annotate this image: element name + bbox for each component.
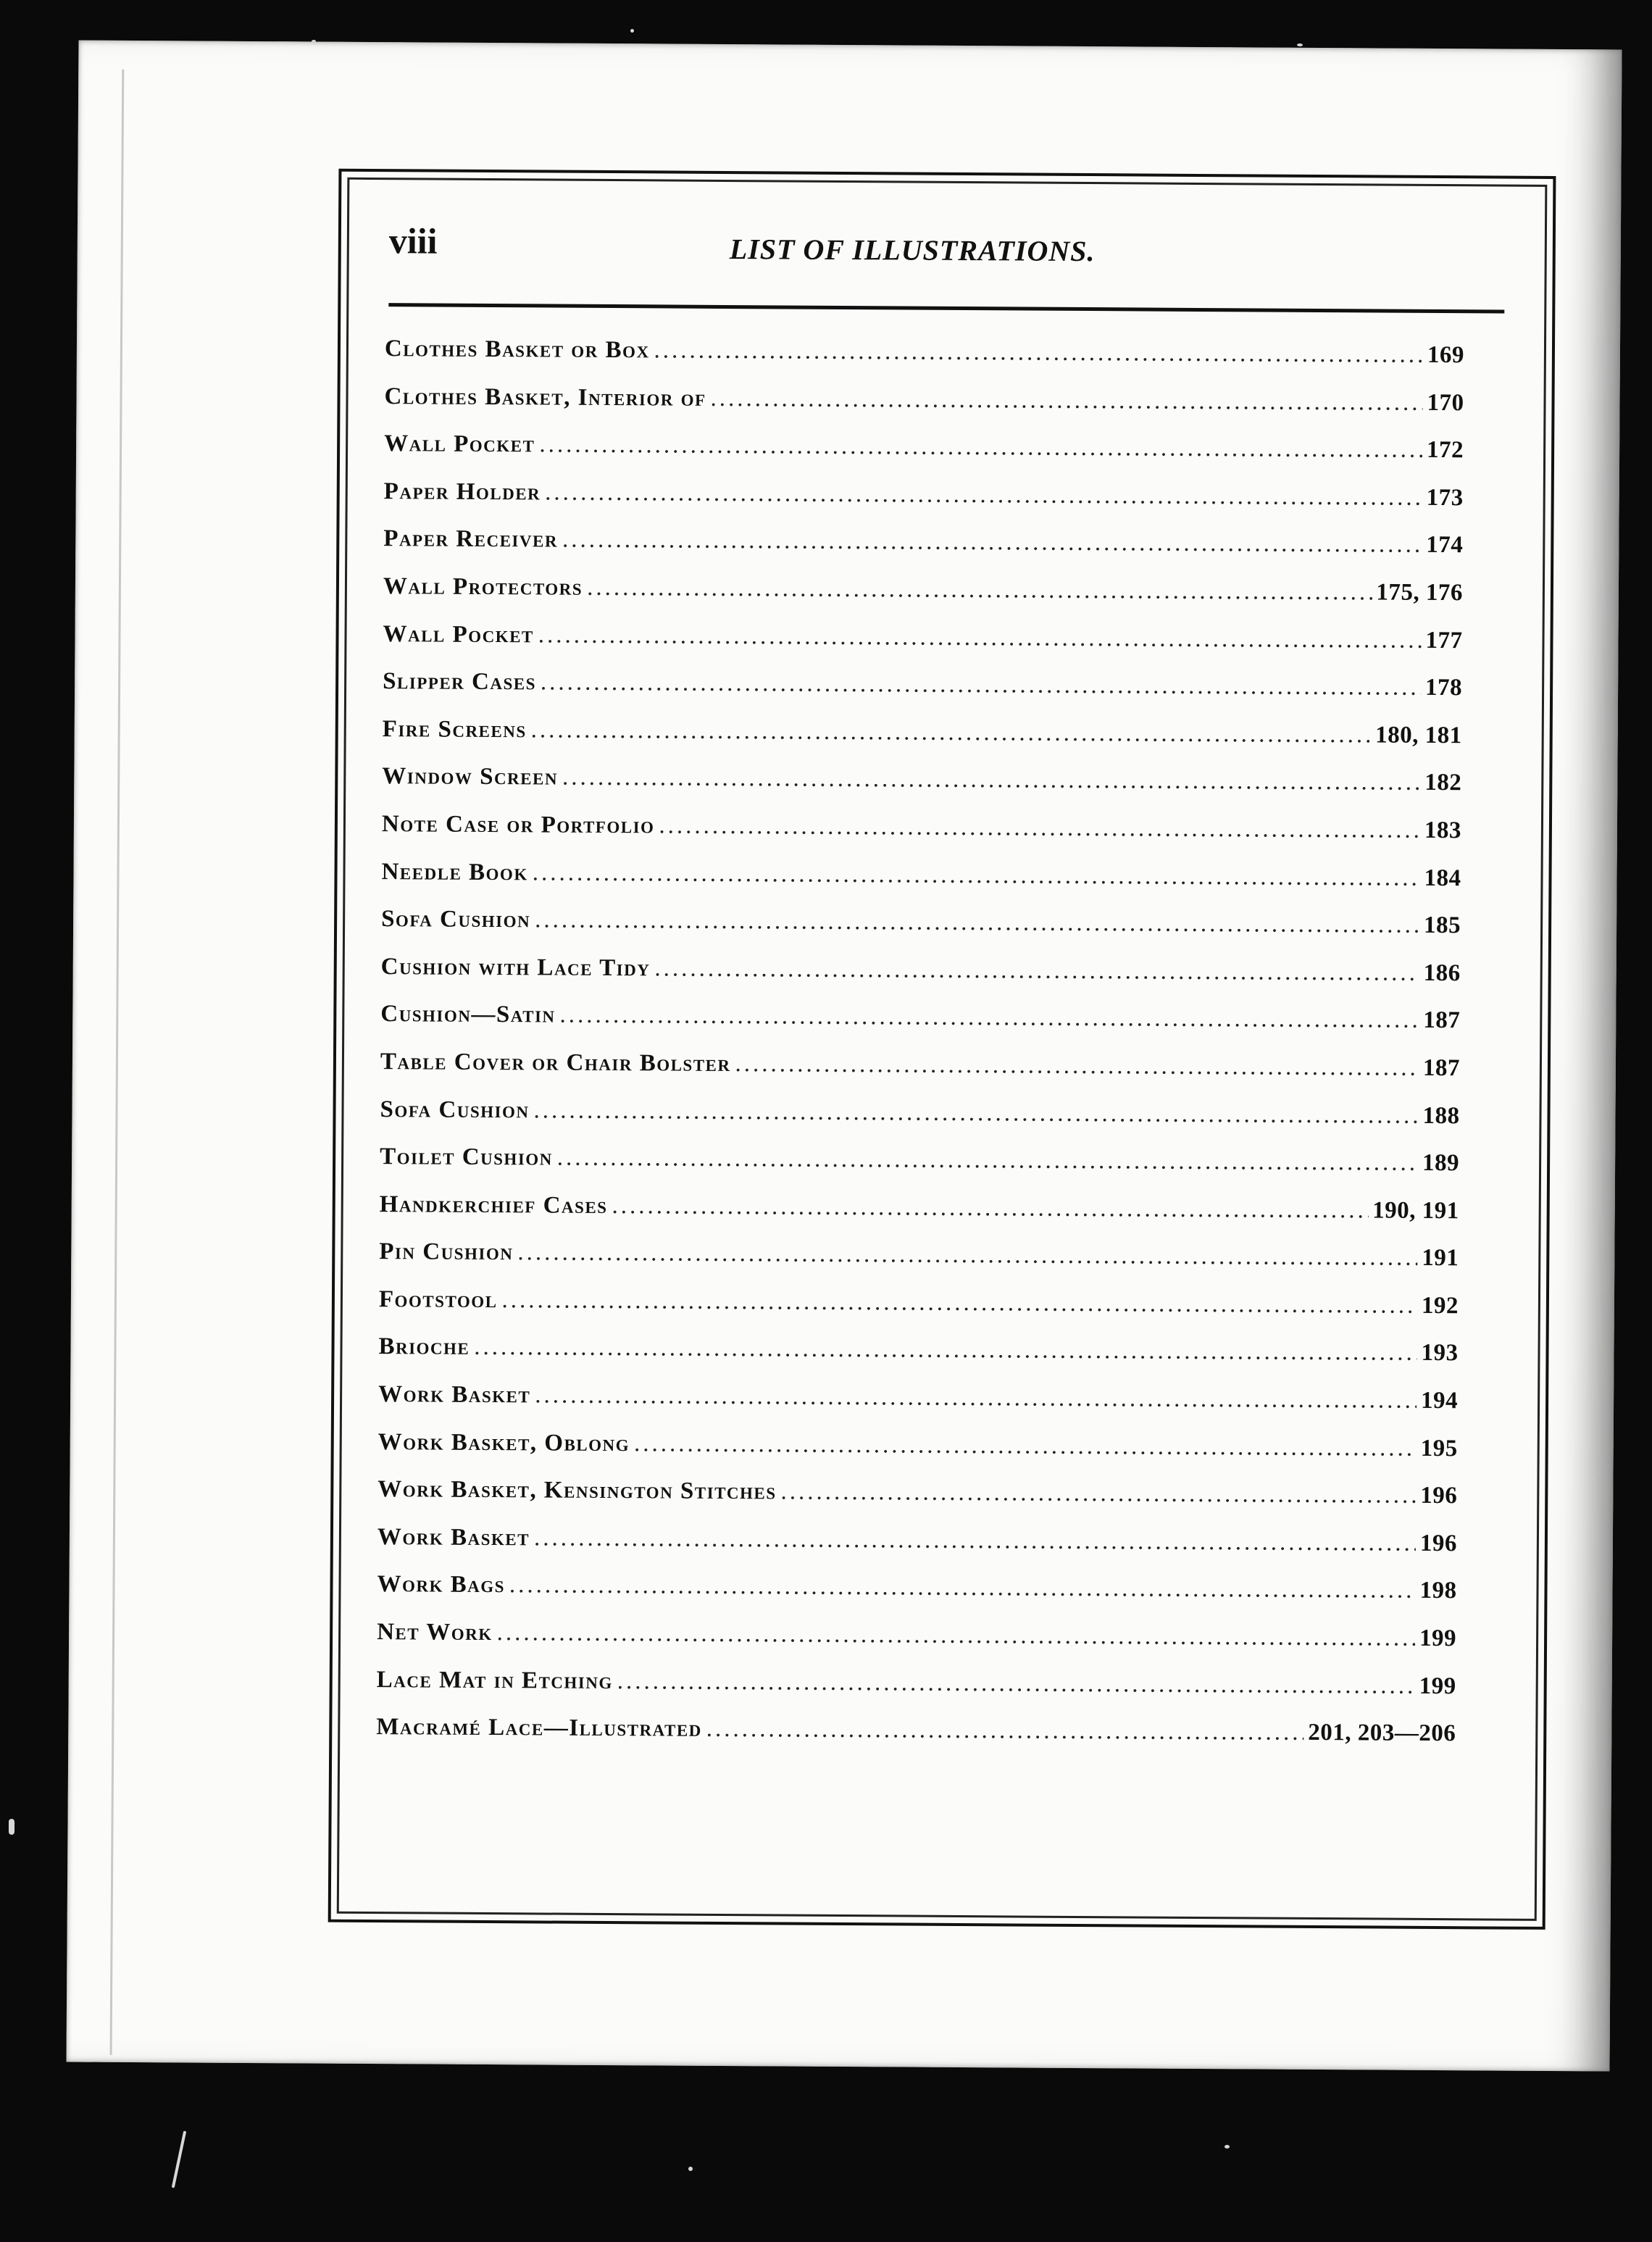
list-entry	[381, 859, 1461, 913]
dot-leader	[587, 575, 1372, 607]
entry-title: Paper Holder	[383, 478, 541, 506]
list-entry	[380, 1001, 1460, 1055]
entry-page-number: 190, 191	[1372, 1197, 1459, 1224]
list-entry	[384, 383, 1464, 438]
scan-speck	[1297, 43, 1303, 46]
entry-title: Wall Protectors	[383, 573, 583, 601]
entry-page-number: 185	[1424, 912, 1461, 939]
entry-title: Clothes Basket or Box	[384, 336, 650, 364]
entry-page-number: 188	[1422, 1102, 1460, 1129]
entry-page-number: 199	[1419, 1672, 1456, 1699]
scan-speck	[172, 2130, 187, 2188]
entry-title: Lace Mat in Etching	[376, 1666, 613, 1694]
entry-title: Fire Screens	[382, 715, 527, 743]
entry-title: Work Basket, Kensington Stitches	[377, 1476, 777, 1505]
entry-page-number: 178	[1425, 675, 1463, 701]
entry-title: Brioche	[378, 1333, 470, 1361]
entry-title: Needle Book	[381, 858, 528, 885]
entry-page-number: 187	[1422, 1054, 1461, 1082]
dot-leader	[557, 1145, 1419, 1177]
list-entry	[385, 336, 1464, 390]
dot-leader	[735, 1051, 1419, 1082]
entry-title: Clothes Basket, Interior of	[384, 383, 706, 412]
scan-speck	[630, 29, 634, 33]
entry-title: Work Basket, Oblong	[377, 1428, 630, 1457]
scan-speck	[1225, 2145, 1230, 2149]
dot-leader	[780, 1479, 1416, 1509]
entry-page-number: 183	[1424, 817, 1462, 844]
entry-page-number: 193	[1421, 1340, 1459, 1367]
dot-leader	[541, 670, 1421, 701]
entry-title: Wall Pocket	[384, 430, 535, 458]
entry-page-number: 189	[1422, 1149, 1460, 1177]
entry-page-number: 191	[1422, 1245, 1459, 1272]
list-entry	[377, 1476, 1457, 1530]
list-entry	[376, 1667, 1456, 1721]
illustrations-list	[376, 336, 1464, 1768]
list-entry	[383, 573, 1463, 628]
list-entry	[384, 430, 1464, 485]
list-entry	[380, 1049, 1460, 1103]
dot-leader	[545, 479, 1422, 511]
dot-leader	[497, 1620, 1416, 1652]
entry-title: Sofa Cushion	[381, 906, 531, 933]
book-page	[66, 41, 1622, 2072]
entry-title: Wall Pocket	[383, 620, 534, 648]
dot-leader	[659, 812, 1420, 843]
entry-title: Note Case or Portfolio	[381, 811, 655, 839]
dot-leader	[535, 907, 1419, 939]
list-entry	[377, 1429, 1457, 1483]
entry-title: Cushion—Satin	[380, 1001, 556, 1028]
entry-title: Footstool	[378, 1285, 498, 1313]
list-entry	[382, 716, 1461, 770]
list-entry	[379, 1238, 1459, 1293]
entry-page-number: 187	[1423, 1007, 1461, 1034]
dot-leader	[654, 337, 1423, 368]
entry-title: Handkerchief Cases	[379, 1191, 608, 1219]
entry-page-number: 180, 181	[1375, 722, 1462, 749]
entry-page-number: 173	[1426, 484, 1464, 511]
list-entry	[381, 906, 1461, 960]
dot-leader	[509, 1572, 1416, 1605]
page-header	[388, 220, 1519, 292]
list-entry	[377, 1524, 1457, 1578]
list-entry	[376, 1714, 1456, 1768]
entry-page-number: 177	[1425, 627, 1463, 654]
list-entry	[383, 668, 1462, 722]
list-entry	[383, 621, 1462, 675]
dot-leader	[535, 1382, 1417, 1414]
entry-page-number: 196	[1419, 1530, 1458, 1557]
dot-leader	[654, 955, 1419, 986]
list-entry	[383, 478, 1463, 533]
list-entry	[379, 1191, 1459, 1246]
entry-title: Macramé Lace—Illustrated	[376, 1714, 702, 1743]
dot-leader	[562, 527, 1422, 559]
entry-page-number: 169	[1427, 341, 1465, 369]
entry-title: Work Bags	[377, 1571, 506, 1599]
entry-title: Toilet Cushion	[380, 1143, 553, 1171]
entry-page-number: 192	[1421, 1292, 1459, 1320]
dot-leader	[710, 385, 1422, 416]
entry-title: Slipper Cases	[383, 668, 537, 696]
dot-leader	[501, 1287, 1417, 1320]
entry-title: Work Basket	[377, 1523, 530, 1551]
dot-leader	[531, 717, 1372, 749]
dot-leader	[617, 1668, 1415, 1700]
entry-page-number: 194	[1420, 1387, 1459, 1414]
page-folio: viii	[388, 220, 438, 262]
list-entry	[380, 954, 1460, 1008]
dot-leader	[539, 432, 1422, 464]
entry-page-number: 182	[1424, 770, 1462, 796]
dot-leader	[706, 1716, 1304, 1746]
entry-page-number: 199	[1419, 1625, 1457, 1652]
dot-leader	[533, 859, 1420, 891]
entry-title: Paper Receiver	[383, 525, 559, 553]
dot-leader	[517, 1240, 1417, 1272]
scan-speck	[9, 1819, 14, 1835]
dot-leader	[538, 622, 1422, 654]
list-entry	[382, 763, 1461, 817]
list-entry	[382, 811, 1461, 865]
entry-page-number: 174	[1426, 532, 1464, 559]
entry-page-number: 196	[1420, 1483, 1458, 1509]
entry-title: Pin Cushion	[379, 1238, 514, 1266]
dot-leader	[474, 1334, 1417, 1367]
entry-page-number: 172	[1427, 437, 1464, 464]
entry-page-number: 198	[1419, 1578, 1457, 1604]
entry-page-number: 170	[1427, 389, 1464, 416]
list-entry	[380, 1096, 1459, 1151]
dot-leader	[612, 1193, 1368, 1224]
entry-page-number: 201, 203—206	[1308, 1720, 1456, 1747]
list-entry	[378, 1381, 1458, 1435]
dot-leader	[559, 1002, 1419, 1034]
entry-title: Window Screen	[382, 763, 559, 791]
dot-leader	[534, 1525, 1416, 1557]
entry-page-number: 175, 176	[1376, 579, 1464, 607]
running-title: LIST OF ILLUSTRATIONS.	[729, 233, 1096, 268]
entry-page-number: 184	[1424, 864, 1461, 891]
entry-title: Net Work	[377, 1619, 493, 1646]
entry-page-number: 186	[1423, 959, 1461, 986]
entry-title: Table Cover or Chair Bolster	[380, 1048, 731, 1077]
list-entry	[377, 1619, 1456, 1673]
dot-leader	[533, 1097, 1418, 1129]
dot-leader	[562, 764, 1421, 796]
list-entry	[378, 1334, 1458, 1388]
list-entry	[380, 1143, 1459, 1198]
entry-title: Sofa Cushion	[380, 1096, 530, 1123]
entry-title: Work Basket	[378, 1381, 531, 1409]
dot-leader	[634, 1430, 1417, 1462]
scan-speck	[688, 2167, 693, 2171]
list-entry	[383, 525, 1463, 580]
entry-page-number: 195	[1420, 1435, 1458, 1462]
list-entry	[377, 1572, 1456, 1626]
entry-title: Cushion with Lace Tidy	[380, 953, 651, 982]
list-entry	[379, 1286, 1459, 1341]
